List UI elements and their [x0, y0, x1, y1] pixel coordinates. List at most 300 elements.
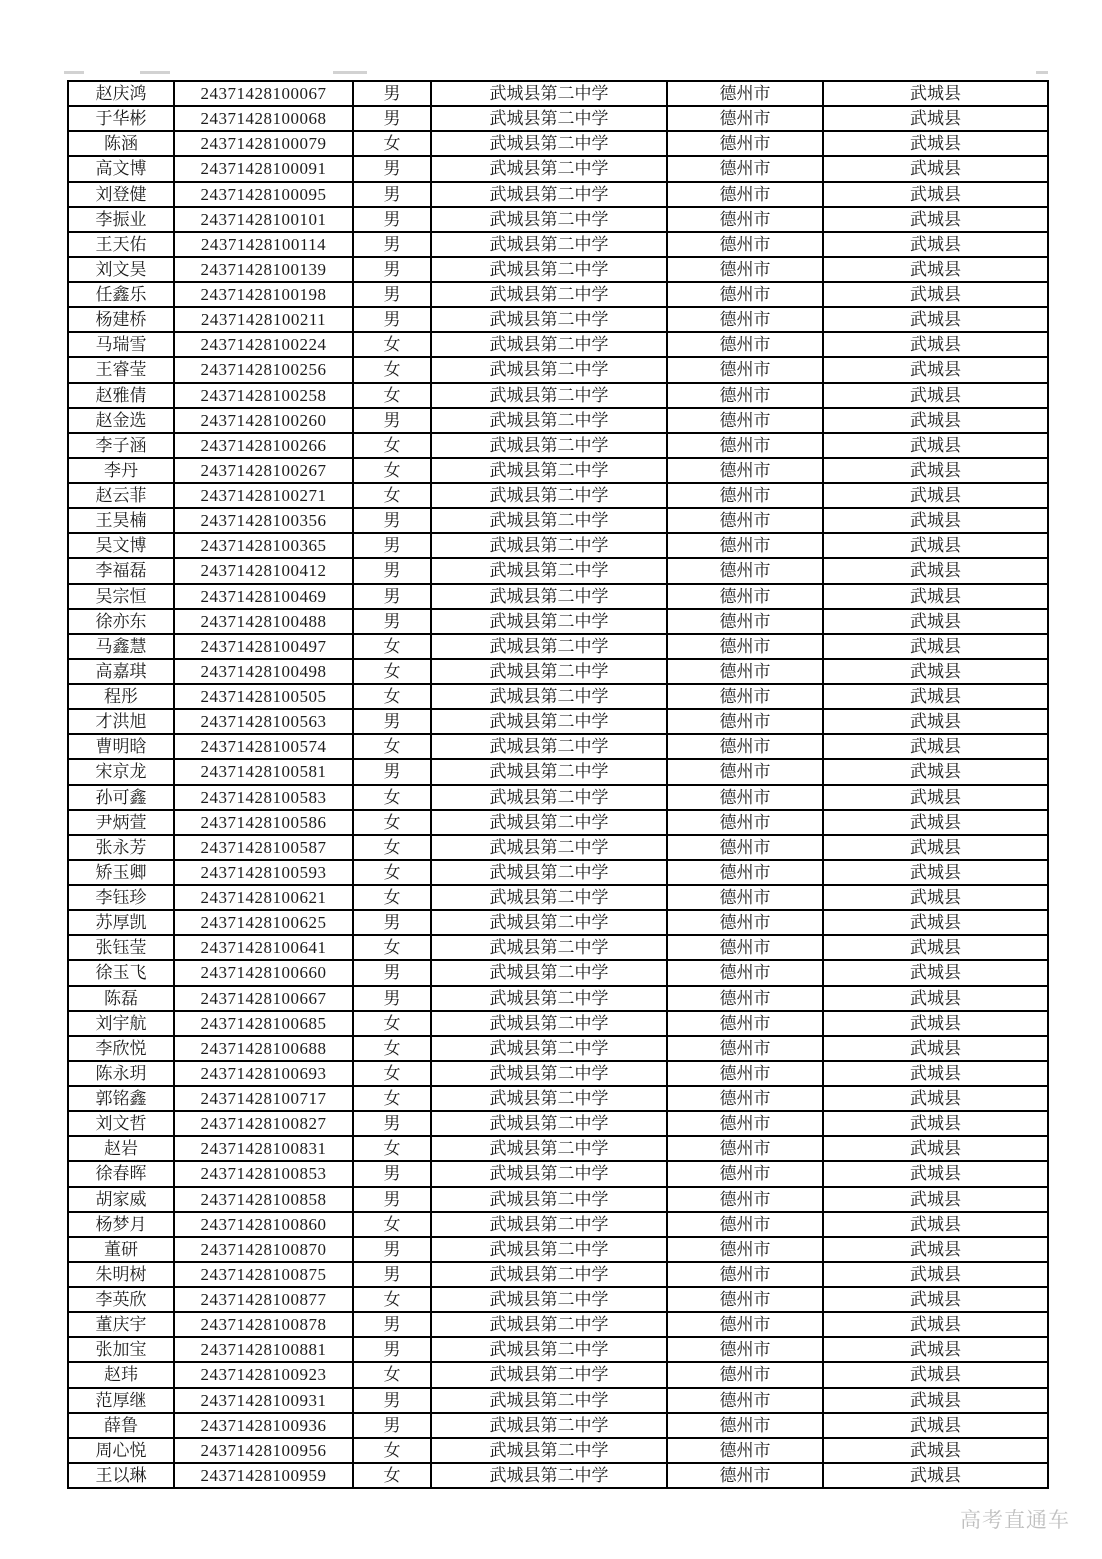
cell-city: 德州市: [667, 1212, 823, 1237]
table-row: [68, 433, 1048, 458]
table-row: [68, 609, 1048, 634]
cell-gender: 女: [353, 332, 431, 357]
cell-county: 武城县: [823, 458, 1048, 483]
cell-city: 德州市: [667, 1388, 823, 1413]
table-row: [68, 759, 1048, 784]
cell-student-name: 周心悦: [68, 1438, 174, 1463]
cell-city: 德州市: [667, 1463, 823, 1488]
cell-school: 武城县第二中学: [431, 458, 667, 483]
cell-student-name: 杨梦月: [68, 1212, 174, 1237]
table-row: [68, 860, 1048, 885]
cell-city: 德州市: [667, 709, 823, 734]
cell-city: 德州市: [667, 910, 823, 935]
cell-student-name: 朱明树: [68, 1262, 174, 1287]
cell-exam-number: 24371428100853: [174, 1161, 353, 1186]
cell-gender: 男: [353, 508, 431, 533]
table-row: [68, 1362, 1048, 1387]
cell-city: 德州市: [667, 232, 823, 257]
table-row: [68, 1463, 1048, 1488]
cell-school: 武城县第二中学: [431, 709, 667, 734]
table-row: [68, 232, 1048, 257]
cell-school: 武城县第二中学: [431, 1463, 667, 1488]
cell-gender: 男: [353, 257, 431, 282]
cell-exam-number: 24371428100224: [174, 332, 353, 357]
cell-exam-number: 24371428100877: [174, 1287, 353, 1312]
cell-student-name: 于华彬: [68, 106, 174, 131]
cell-student-name: 曹明晗: [68, 734, 174, 759]
cell-city: 德州市: [667, 357, 823, 382]
cell-student-name: 范厚继: [68, 1388, 174, 1413]
cell-school: 武城县第二中学: [431, 1337, 667, 1362]
cell-city: 德州市: [667, 1438, 823, 1463]
cell-student-name: 张钰莹: [68, 935, 174, 960]
table-row: [68, 282, 1048, 307]
cell-gender: 女: [353, 1136, 431, 1161]
cell-gender: 男: [353, 584, 431, 609]
cell-gender: 男: [353, 182, 431, 207]
cell-exam-number: 24371428100931: [174, 1388, 353, 1413]
cell-exam-number: 24371428100936: [174, 1413, 353, 1438]
cell-gender: 女: [353, 1438, 431, 1463]
cell-school: 武城县第二中学: [431, 307, 667, 332]
cell-school: 武城县第二中学: [431, 910, 667, 935]
cell-student-name: 才洪旭: [68, 709, 174, 734]
table-row: [68, 1111, 1048, 1136]
cell-student-name: 李英欣: [68, 1287, 174, 1312]
cell-student-name: 王昊楠: [68, 508, 174, 533]
table-row: [68, 684, 1048, 709]
cell-gender: 女: [353, 634, 431, 659]
cell-gender: 女: [353, 483, 431, 508]
cell-school: 武城县第二中学: [431, 1086, 667, 1111]
cell-exam-number: 24371428100488: [174, 609, 353, 634]
cell-student-name: 李丹: [68, 458, 174, 483]
cell-school: 武城县第二中学: [431, 1136, 667, 1161]
cell-student-name: 尹炳萱: [68, 810, 174, 835]
table-row: [68, 383, 1048, 408]
cell-exam-number: 24371428100267: [174, 458, 353, 483]
cell-student-name: 刘登健: [68, 182, 174, 207]
cell-gender: 女: [353, 1011, 431, 1036]
cut-row-remnant: [140, 71, 170, 74]
cell-gender: 女: [353, 1086, 431, 1111]
table-row: [68, 1312, 1048, 1337]
cell-gender: 男: [353, 910, 431, 935]
cell-school: 武城县第二中学: [431, 1362, 667, 1387]
cell-county: 武城县: [823, 1262, 1048, 1287]
cell-gender: 女: [353, 1036, 431, 1061]
cell-gender: 男: [353, 1388, 431, 1413]
cell-county: 武城县: [823, 584, 1048, 609]
cell-school: 武城县第二中学: [431, 1262, 667, 1287]
table-row: [68, 1086, 1048, 1111]
cell-county: 武城县: [823, 986, 1048, 1011]
table-row: [68, 1262, 1048, 1287]
cell-school: 武城县第二中学: [431, 1388, 667, 1413]
cell-school: 武城县第二中学: [431, 1036, 667, 1061]
cell-gender: 男: [353, 1161, 431, 1186]
cell-city: 德州市: [667, 332, 823, 357]
cell-student-name: 杨建桥: [68, 307, 174, 332]
cell-city: 德州市: [667, 785, 823, 810]
cell-exam-number: 24371428100660: [174, 960, 353, 985]
cell-gender: 男: [353, 759, 431, 784]
cell-student-name: 李振业: [68, 207, 174, 232]
cell-gender: 女: [353, 1061, 431, 1086]
cell-city: 德州市: [667, 282, 823, 307]
cell-county: 武城县: [823, 1187, 1048, 1212]
cell-city: 德州市: [667, 1086, 823, 1111]
cell-school: 武城县第二中学: [431, 835, 667, 860]
cell-county: 武城县: [823, 332, 1048, 357]
cut-row-remnant: [333, 71, 367, 74]
cell-exam-number: 24371428100356: [174, 508, 353, 533]
table-row: [68, 810, 1048, 835]
cell-exam-number: 24371428100079: [174, 131, 353, 156]
cell-gender: 男: [353, 408, 431, 433]
cell-exam-number: 24371428100956: [174, 1438, 353, 1463]
cell-school: 武城县第二中学: [431, 357, 667, 382]
cell-school: 武城县第二中学: [431, 1438, 667, 1463]
cell-school: 武城县第二中学: [431, 634, 667, 659]
cell-exam-number: 24371428100258: [174, 383, 353, 408]
cell-city: 德州市: [667, 257, 823, 282]
cell-county: 武城县: [823, 860, 1048, 885]
cell-student-name: 赵庆鸿: [68, 81, 174, 106]
cell-school: 武城县第二中学: [431, 408, 667, 433]
cell-city: 德州市: [667, 558, 823, 583]
cell-gender: 男: [353, 558, 431, 583]
cell-gender: 男: [353, 1187, 431, 1212]
cell-exam-number: 24371428100211: [174, 307, 353, 332]
cell-gender: 男: [353, 533, 431, 558]
cell-county: 武城县: [823, 1086, 1048, 1111]
table-row: [68, 131, 1048, 156]
cell-exam-number: 24371428100266: [174, 433, 353, 458]
cell-exam-number: 24371428100114: [174, 232, 353, 257]
cell-city: 德州市: [667, 659, 823, 684]
table-row: [68, 734, 1048, 759]
cell-city: 德州市: [667, 684, 823, 709]
cell-gender: 女: [353, 1463, 431, 1488]
cell-city: 德州市: [667, 1413, 823, 1438]
table-row: [68, 106, 1048, 131]
cell-student-name: 赵雅倩: [68, 383, 174, 408]
cell-city: 德州市: [667, 1362, 823, 1387]
cell-county: 武城县: [823, 408, 1048, 433]
cell-gender: 女: [353, 1287, 431, 1312]
cell-student-name: 宋京龙: [68, 759, 174, 784]
cell-city: 德州市: [667, 1161, 823, 1186]
cell-school: 武城县第二中学: [431, 584, 667, 609]
cell-exam-number: 24371428100878: [174, 1312, 353, 1337]
table-row: [68, 1161, 1048, 1186]
student-roster-body: [68, 81, 1048, 1488]
cell-exam-number: 24371428100101: [174, 207, 353, 232]
cell-gender: 女: [353, 131, 431, 156]
cell-student-name: 刘文哲: [68, 1111, 174, 1136]
cell-exam-number: 24371428100959: [174, 1463, 353, 1488]
cell-city: 德州市: [667, 533, 823, 558]
cell-gender: 男: [353, 106, 431, 131]
cell-school: 武城县第二中学: [431, 483, 667, 508]
cell-school: 武城县第二中学: [431, 558, 667, 583]
cell-school: 武城县第二中学: [431, 810, 667, 835]
cell-gender: 女: [353, 1212, 431, 1237]
cell-school: 武城县第二中学: [431, 232, 667, 257]
cell-city: 德州市: [667, 986, 823, 1011]
table-row: [68, 1187, 1048, 1212]
cell-county: 武城县: [823, 433, 1048, 458]
table-row: [68, 659, 1048, 684]
cell-student-name: 陈磊: [68, 986, 174, 1011]
cell-gender: 男: [353, 709, 431, 734]
cell-student-name: 郭铭鑫: [68, 1086, 174, 1111]
cell-exam-number: 24371428100198: [174, 282, 353, 307]
cell-city: 德州市: [667, 1237, 823, 1262]
cut-row-remnant: [64, 71, 84, 74]
cell-gender: 女: [353, 885, 431, 910]
table-row: [68, 1011, 1048, 1036]
cell-county: 武城县: [823, 810, 1048, 835]
cell-county: 武城县: [823, 960, 1048, 985]
cell-city: 德州市: [667, 1287, 823, 1312]
cell-exam-number: 24371428100586: [174, 810, 353, 835]
table-row: [68, 584, 1048, 609]
cell-student-name: 薛鲁: [68, 1413, 174, 1438]
cell-gender: 女: [353, 860, 431, 885]
cell-student-name: 陈永玥: [68, 1061, 174, 1086]
table-row: [68, 885, 1048, 910]
cell-city: 德州市: [667, 1187, 823, 1212]
cell-student-name: 李福磊: [68, 558, 174, 583]
cell-school: 武城县第二中学: [431, 182, 667, 207]
cell-exam-number: 24371428100271: [174, 483, 353, 508]
cell-city: 德州市: [667, 835, 823, 860]
cell-school: 武城县第二中学: [431, 609, 667, 634]
cell-exam-number: 24371428100641: [174, 935, 353, 960]
cell-exam-number: 24371428100593: [174, 860, 353, 885]
cell-county: 武城县: [823, 1312, 1048, 1337]
cell-exam-number: 24371428100870: [174, 1237, 353, 1262]
cell-county: 武城县: [823, 1011, 1048, 1036]
cell-gender: 男: [353, 1337, 431, 1362]
cell-student-name: 王睿莹: [68, 357, 174, 382]
table-row: [68, 207, 1048, 232]
cell-county: 武城县: [823, 1438, 1048, 1463]
cell-student-name: 程彤: [68, 684, 174, 709]
cell-gender: 男: [353, 1312, 431, 1337]
cell-school: 武城县第二中学: [431, 1061, 667, 1086]
cell-school: 武城县第二中学: [431, 1187, 667, 1212]
table-row: [68, 1061, 1048, 1086]
table-row: [68, 1212, 1048, 1237]
cell-school: 武城县第二中学: [431, 106, 667, 131]
cell-county: 武城县: [823, 1388, 1048, 1413]
table-row: [68, 357, 1048, 382]
cell-gender: 女: [353, 357, 431, 382]
cell-school: 武城县第二中学: [431, 207, 667, 232]
cell-student-name: 高文博: [68, 156, 174, 181]
cell-county: 武城县: [823, 835, 1048, 860]
table-row: [68, 634, 1048, 659]
watermark: 高考直通车: [960, 1508, 1070, 1532]
table-row: [68, 785, 1048, 810]
cell-gender: 男: [353, 207, 431, 232]
cell-county: 武城县: [823, 1362, 1048, 1387]
cell-gender: 男: [353, 609, 431, 634]
cell-gender: 女: [353, 383, 431, 408]
cell-gender: 女: [353, 458, 431, 483]
cell-exam-number: 24371428100581: [174, 759, 353, 784]
cell-school: 武城县第二中学: [431, 1413, 667, 1438]
cell-gender: 男: [353, 232, 431, 257]
cell-gender: 男: [353, 81, 431, 106]
cell-county: 武城县: [823, 1161, 1048, 1186]
table-row: [68, 1287, 1048, 1312]
cell-student-name: 李钰珍: [68, 885, 174, 910]
cell-school: 武城县第二中学: [431, 1212, 667, 1237]
cell-student-name: 陈涵: [68, 131, 174, 156]
cell-student-name: 赵岩: [68, 1136, 174, 1161]
cell-school: 武城县第二中学: [431, 935, 667, 960]
cell-city: 德州市: [667, 1262, 823, 1287]
cell-exam-number: 24371428100827: [174, 1111, 353, 1136]
cell-gender: 女: [353, 433, 431, 458]
cell-exam-number: 24371428100717: [174, 1086, 353, 1111]
cell-county: 武城县: [823, 659, 1048, 684]
cell-exam-number: 24371428100497: [174, 634, 353, 659]
cell-student-name: 矫玉卿: [68, 860, 174, 885]
cell-gender: 男: [353, 1413, 431, 1438]
table-row: [68, 1136, 1048, 1161]
cell-county: 武城县: [823, 1413, 1048, 1438]
cell-city: 德州市: [667, 81, 823, 106]
cell-city: 德州市: [667, 458, 823, 483]
cell-gender: 女: [353, 684, 431, 709]
cell-student-name: 马瑞雪: [68, 332, 174, 357]
cell-school: 武城县第二中学: [431, 1111, 667, 1136]
cell-student-name: 马鑫慧: [68, 634, 174, 659]
cell-exam-number: 24371428100667: [174, 986, 353, 1011]
cell-exam-number: 24371428100831: [174, 1136, 353, 1161]
cell-county: 武城县: [823, 1337, 1048, 1362]
cell-school: 武城县第二中学: [431, 759, 667, 784]
cell-city: 德州市: [667, 131, 823, 156]
cell-city: 德州市: [667, 383, 823, 408]
cell-county: 武城县: [823, 1111, 1048, 1136]
table-row: [68, 910, 1048, 935]
table-row: [68, 408, 1048, 433]
table-row: [68, 1036, 1048, 1061]
cell-gender: 女: [353, 935, 431, 960]
cell-school: 武城县第二中学: [431, 684, 667, 709]
cell-school: 武城县第二中学: [431, 1237, 667, 1262]
cell-county: 武城县: [823, 709, 1048, 734]
cell-student-name: 徐玉飞: [68, 960, 174, 985]
cell-county: 武城县: [823, 1287, 1048, 1312]
cell-county: 武城县: [823, 257, 1048, 282]
cell-county: 武城县: [823, 910, 1048, 935]
cell-city: 德州市: [667, 935, 823, 960]
table-row: [68, 1337, 1048, 1362]
cell-school: 武城县第二中学: [431, 282, 667, 307]
table-row: [68, 332, 1048, 357]
table-row: [68, 533, 1048, 558]
cell-city: 德州市: [667, 1061, 823, 1086]
cell-gender: 男: [353, 1237, 431, 1262]
cell-exam-number: 24371428100881: [174, 1337, 353, 1362]
cell-student-name: 张加宝: [68, 1337, 174, 1362]
cell-student-name: 吴文博: [68, 533, 174, 558]
cell-county: 武城县: [823, 1237, 1048, 1262]
cell-school: 武城县第二中学: [431, 1011, 667, 1036]
cell-exam-number: 24371428100095: [174, 182, 353, 207]
cell-school: 武城县第二中学: [431, 960, 667, 985]
cell-city: 德州市: [667, 156, 823, 181]
table-row: [68, 182, 1048, 207]
cell-school: 武城县第二中学: [431, 131, 667, 156]
cell-gender: 男: [353, 1111, 431, 1136]
cell-city: 德州市: [667, 1011, 823, 1036]
cell-student-name: 刘文昊: [68, 257, 174, 282]
cell-exam-number: 24371428100498: [174, 659, 353, 684]
cell-county: 武城县: [823, 483, 1048, 508]
cell-exam-number: 24371428100583: [174, 785, 353, 810]
table-row: [68, 935, 1048, 960]
table-row: [68, 835, 1048, 860]
cell-city: 德州市: [667, 1337, 823, 1362]
cell-school: 武城县第二中学: [431, 1287, 667, 1312]
cell-student-name: 孙可鑫: [68, 785, 174, 810]
cell-gender: 男: [353, 1262, 431, 1287]
cell-school: 武城县第二中学: [431, 533, 667, 558]
cell-city: 德州市: [667, 1136, 823, 1161]
cell-student-name: 吴宗恒: [68, 584, 174, 609]
cell-exam-number: 24371428100574: [174, 734, 353, 759]
cell-student-name: 刘宇航: [68, 1011, 174, 1036]
cell-county: 武城县: [823, 182, 1048, 207]
cell-exam-number: 24371428100365: [174, 533, 353, 558]
cell-exam-number: 24371428100068: [174, 106, 353, 131]
table-row: [68, 307, 1048, 332]
cell-county: 武城县: [823, 684, 1048, 709]
cell-county: 武城县: [823, 307, 1048, 332]
cell-student-name: 王天佑: [68, 232, 174, 257]
cell-exam-number: 24371428100875: [174, 1262, 353, 1287]
cell-exam-number: 24371428100587: [174, 835, 353, 860]
cell-student-name: 王以琳: [68, 1463, 174, 1488]
table-row: [68, 81, 1048, 106]
cell-county: 武城县: [823, 1212, 1048, 1237]
cell-city: 德州市: [667, 584, 823, 609]
cell-school: 武城县第二中学: [431, 433, 667, 458]
cell-county: 武城县: [823, 785, 1048, 810]
cell-gender: 女: [353, 810, 431, 835]
cell-county: 武城县: [823, 383, 1048, 408]
cell-student-name: 苏厚凯: [68, 910, 174, 935]
cell-gender: 男: [353, 986, 431, 1011]
cell-exam-number: 24371428100860: [174, 1212, 353, 1237]
cell-city: 德州市: [667, 810, 823, 835]
cell-school: 武城县第二中学: [431, 659, 667, 684]
cell-school: 武城县第二中学: [431, 81, 667, 106]
cell-county: 武城县: [823, 207, 1048, 232]
cell-gender: 男: [353, 282, 431, 307]
cell-school: 武城县第二中学: [431, 508, 667, 533]
cell-gender: 女: [353, 734, 431, 759]
cell-county: 武城县: [823, 232, 1048, 257]
